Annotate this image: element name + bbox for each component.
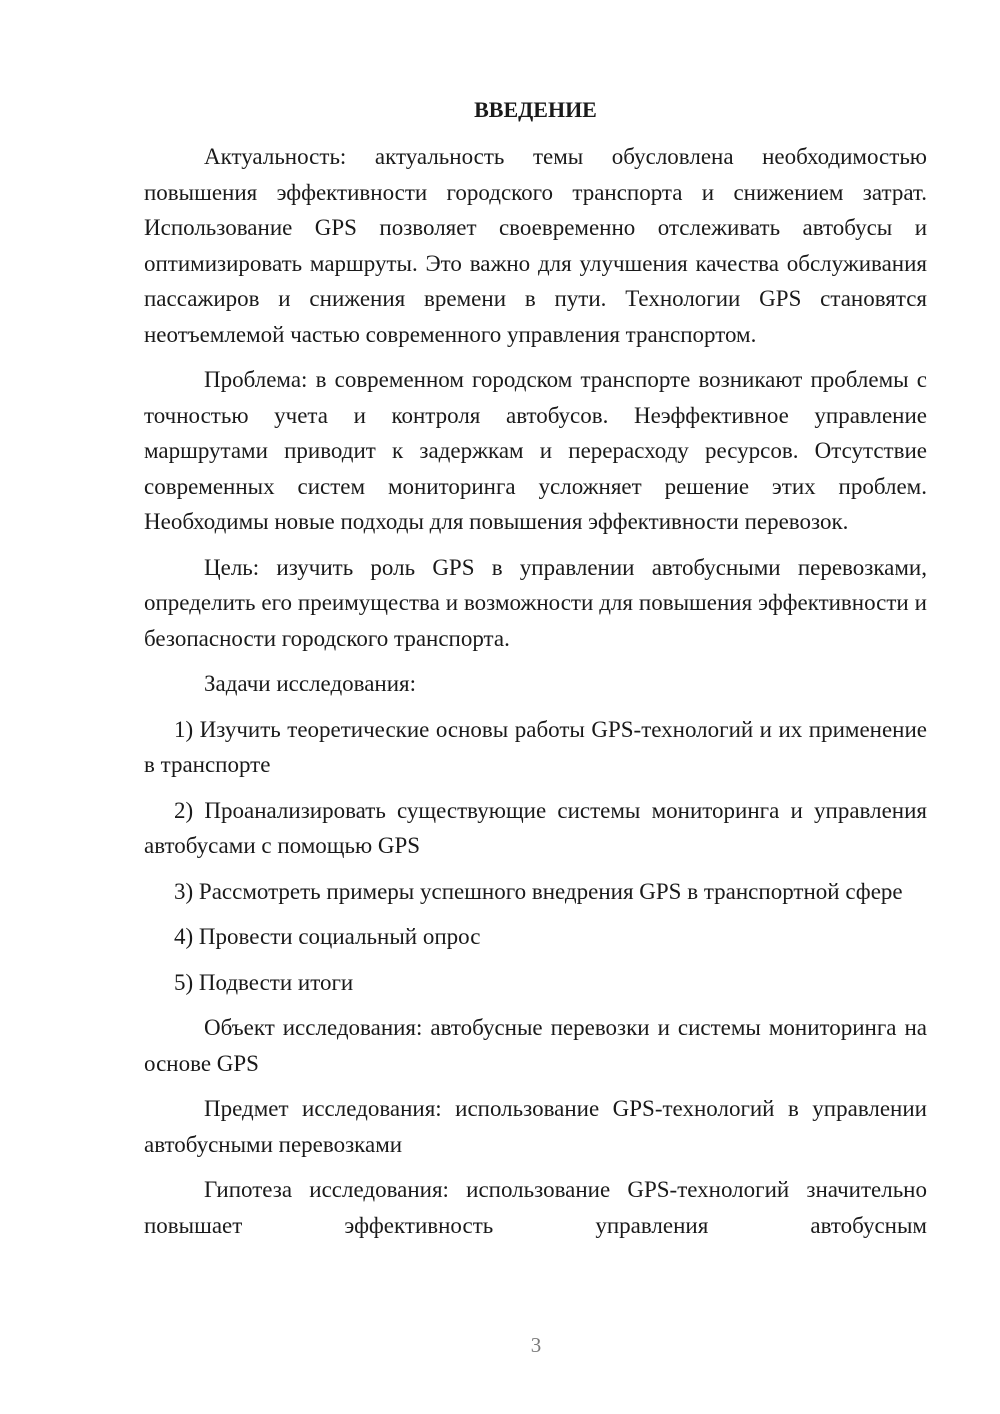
task-item-4: 4) Провести социальный опрос — [174, 924, 481, 949]
hypothesis-paragraph: Гипотеза исследования: использование GPS-технологий значительно повышает эффективность управления автобусным — [144, 1177, 927, 1238]
goal-paragraph: Цель: изучить роль GPS в управлении автобусными перевозками, определить его преимущества и возможности для повышения эффективности и безопасности городского транспорта. — [144, 554, 927, 651]
task-item-2: 2) Проанализировать существующие системы мониторинга и управления автобусами с помощью GPS — [144, 797, 927, 858]
subject-paragraph: Предмет исследования: использование GPS-технологий в управлении автобусными перевозками — [144, 1096, 927, 1157]
object-paragraph: Объект исследования: автобусные перевозки и системы мониторинга на основе GPS — [144, 1015, 927, 1076]
relevance-paragraph: Актуальность: актуальность темы обусловлена необходимостью повышения эффективности городского транспорта и снижением затрат. Использование GPS позволяет своевременно отслеживать автобусы и оптимизировать маршруты. Это важно для улучшения качества обслуживания пассажиров и снижения времени в пути. Технологии GPS становятся неотъемлемой частью современного управления транспортом. — [144, 144, 927, 347]
problem-paragraph: Проблема: в современном городском транспорте возникают проблемы с точностью учета и контроля автобусов. Неэффективное управление маршрутами приводит к задержкам и перерасходу ресурсов. Отсутствие современных систем мониторинга усложняет решение этих проблем. Необходимы новые подходы для повышения эффективности перевозок. — [144, 367, 927, 534]
page-content — [144, 95, 927, 1253]
task-item-5: 5) Подвести итоги — [174, 969, 354, 995]
page-number: 3 — [530, 1333, 542, 1357]
page-title: ВВЕДЕНИЕ — [474, 97, 597, 122]
tasks-heading: Задачи исследования: — [204, 671, 417, 696]
task-item-1: 1) Изучить теоретические основы работы GPS-технологий и их применение в транспорте — [144, 716, 927, 777]
task-item-3: 3) Рассмотреть примеры успешного внедрения GPS в транспортной сфере — [174, 878, 903, 904]
